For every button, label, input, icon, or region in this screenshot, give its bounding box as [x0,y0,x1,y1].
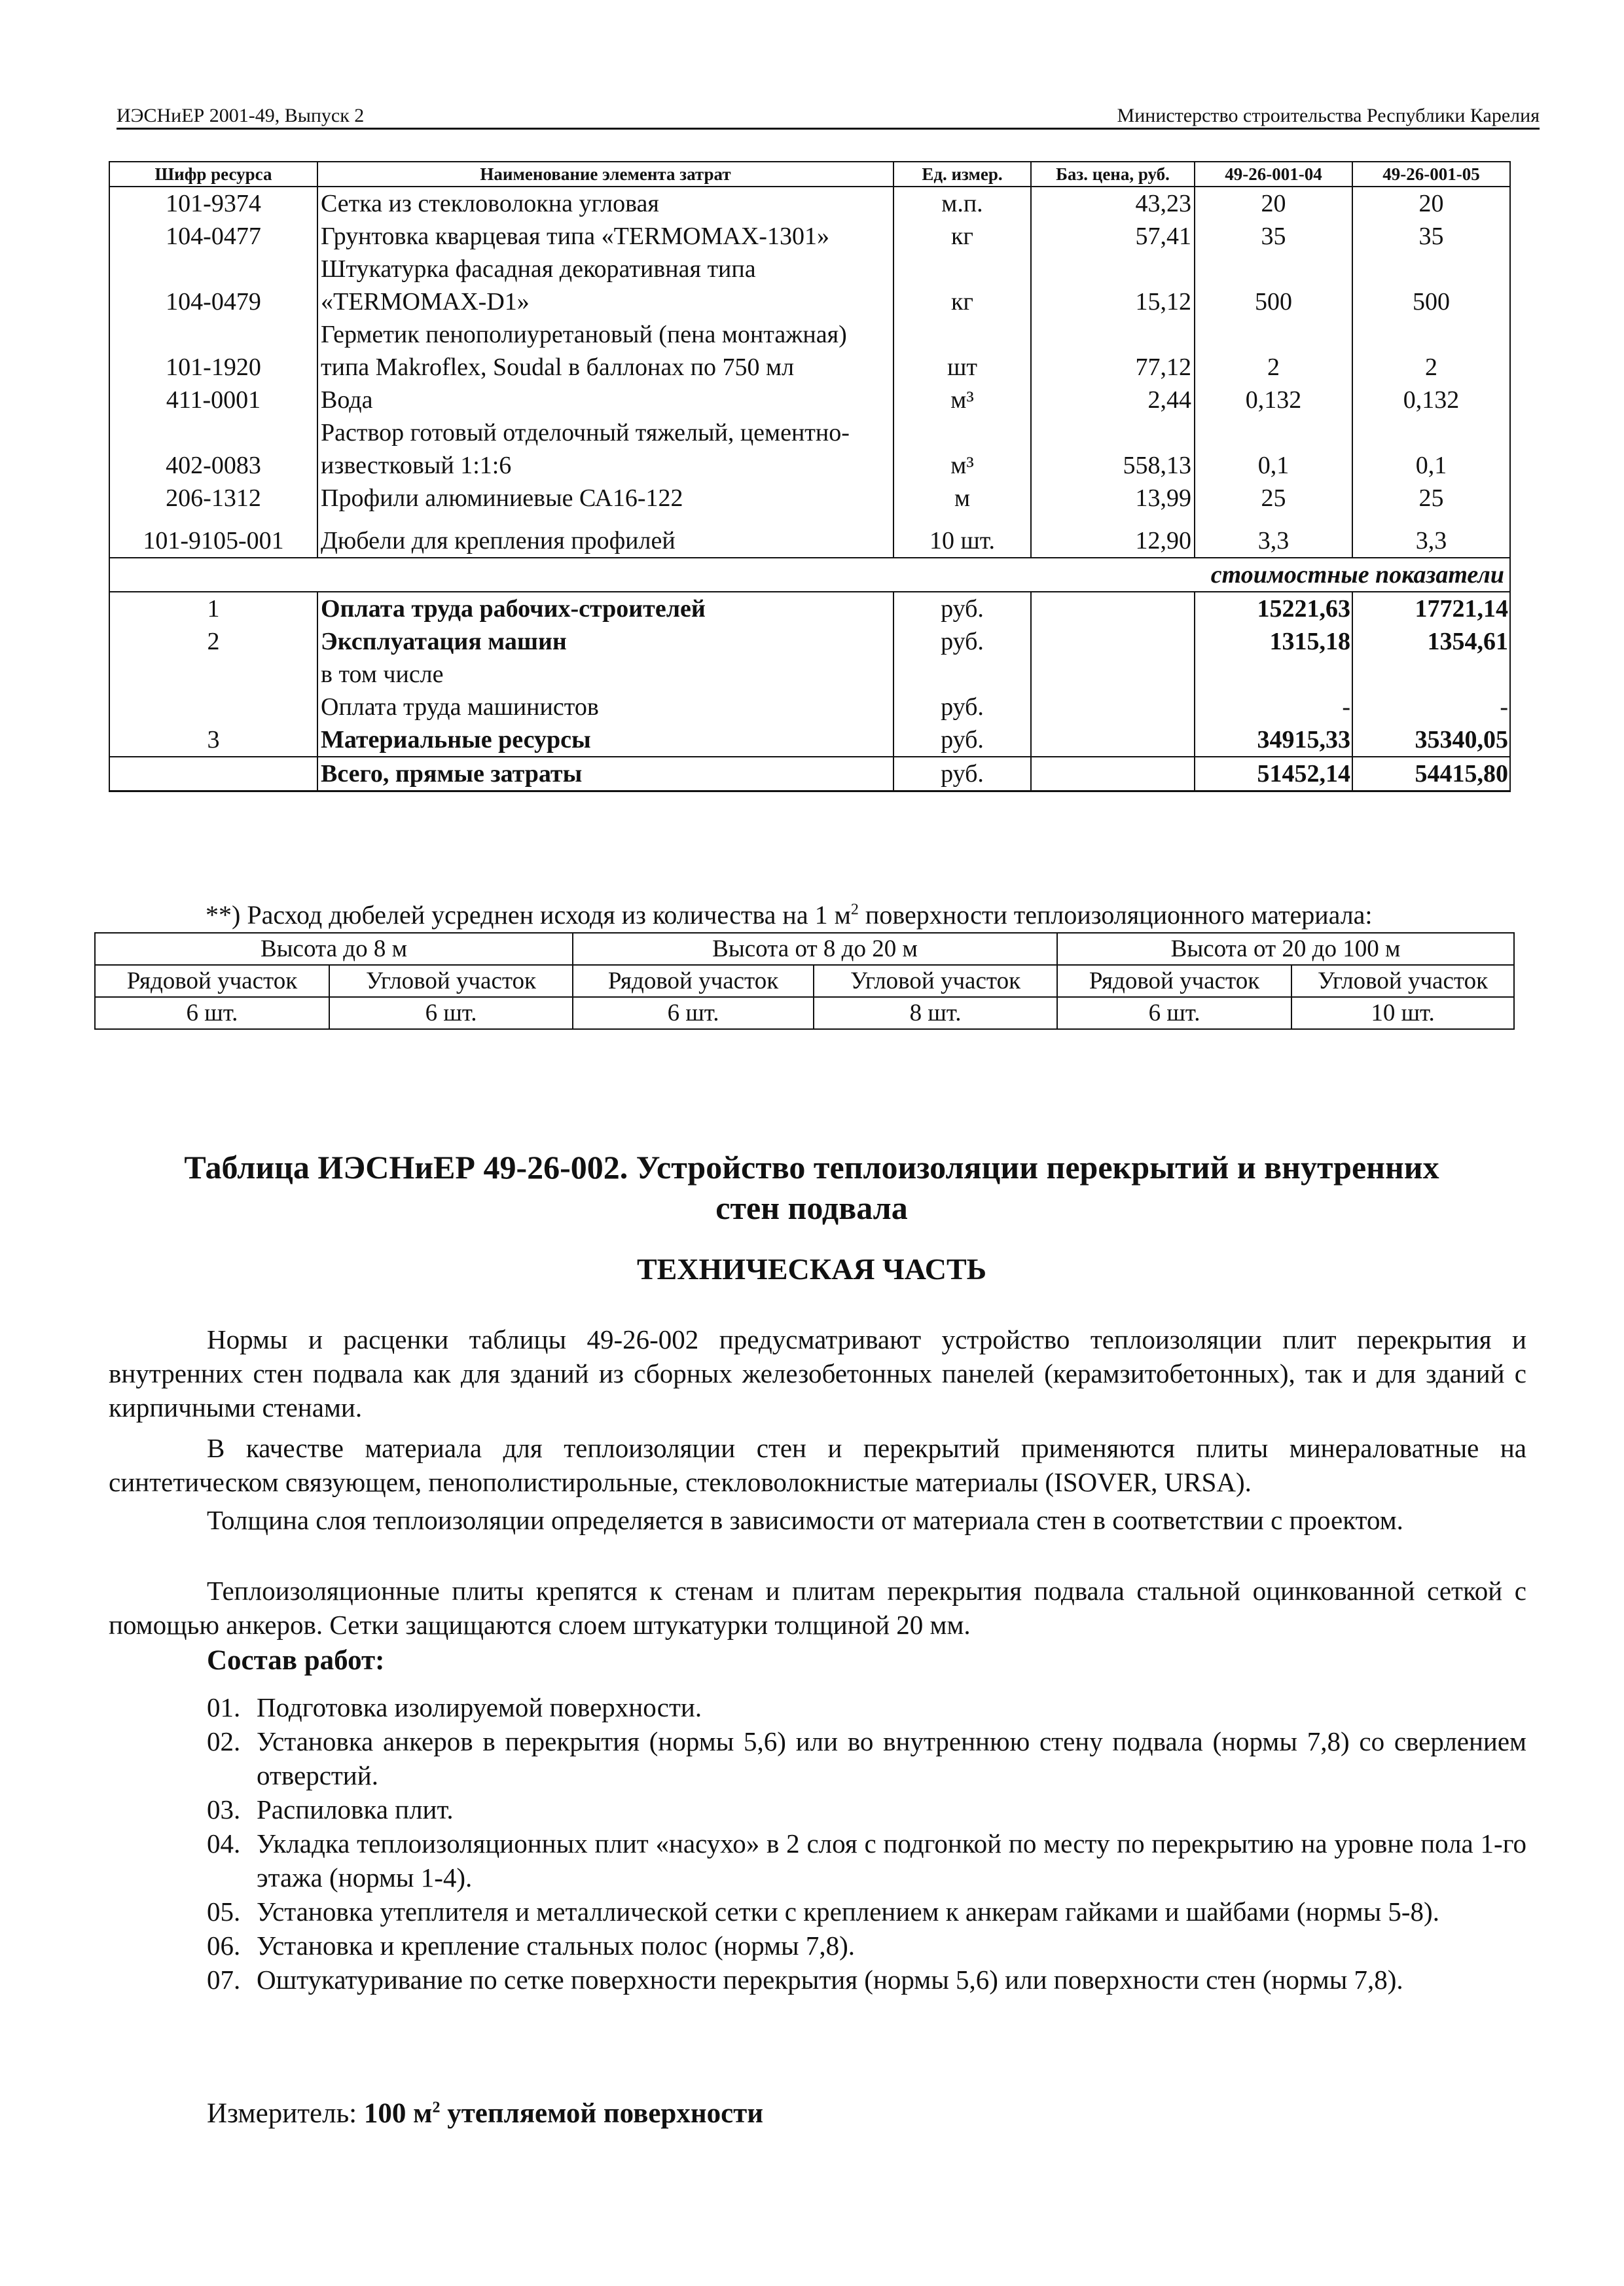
cost-num [109,691,317,723]
cost-unit: руб. [893,691,1031,723]
work-num: 07. [207,1965,241,1995]
cost-value-04: - [1195,691,1352,723]
work-num: 02. [207,1726,241,1756]
cost-price-empty [1031,625,1195,658]
measure-label: Измеритель: [207,2098,364,2129]
resource-unit: м³ [893,416,1031,482]
cost-unit: руб. [893,592,1031,625]
resource-name: Профили алюминиевые СА16-122 [317,482,893,515]
resource-name: Раствор готовый отделочный тяжелый, цементно-известковый 1:1:6 [317,416,893,482]
measure-line [207,2097,763,2130]
dowel-count: 6 шт. [95,997,329,1029]
paragraph: Нормы и расценки таблицы 49-26-002 предусматривают устройство теплоизоляции плит перекрытия и внутренних стен подвала как для зданий из сборных железобетонных панелей (керамзитобетонных), так и для зданий с кирпичными стенами. [109,1324,1526,1423]
resource-qty-04: 0,132 [1195,384,1352,416]
cost-num [109,757,317,791]
resource-name: Герметик пенополиуретановый (пена монтажная) типа Makroflex, Soudal в баллонах по 750 мл [317,318,893,384]
resource-name: Дюбели для крепления профилей [317,515,893,558]
section-title-line-1: Таблица ИЭСНиЕР 49-26-002. Устройство теплоизоляции перекрытий и внутренних [184,1149,1439,1186]
resource-price: 15,12 [1031,253,1195,318]
dowel-count: 8 шт. [814,997,1057,1029]
resource-name: Вода [317,384,893,416]
cost-unit: руб. [893,757,1031,791]
indicators-label: стоимостные показатели [109,558,1510,592]
work-text: Оштукатуривание по сетке поверхности перекрытия (нормы 5,6) или поверхности стен (нормы 7,8). [257,1965,1403,1995]
section-type: Угловой участок [329,965,573,997]
section-type: Рядовой участок [95,965,329,997]
cost-name: Материальные ресурсы [317,723,893,757]
resources-header-row [109,162,1510,187]
cost-num: 3 [109,723,317,757]
cost-price-empty [1031,658,1195,691]
table-row [109,220,1510,253]
resource-qty-05: 35 [1352,220,1510,253]
paragraph: В качестве материала для теплоизоляции стен и перекрытий применяются плиты минераловатные на синтетическом связующем, пенополистирольные, стекловолокнистые материалы (ISOVER, URSA). [109,1433,1526,1497]
cost-value-05 [1352,658,1510,691]
resource-qty-05: 2 [1352,318,1510,384]
col-header-price: Баз. цена, руб. [1031,162,1195,187]
resource-code: 101-9105-001 [109,515,317,558]
resource-price: 43,23 [1031,187,1195,220]
height-band: Высота до 8 м [95,933,573,965]
header-right: Министерство строительства Республики Карелия [1117,105,1540,126]
resource-name: Сетка из стекловолокна угловая [317,187,893,220]
cost-unit: руб. [893,723,1031,757]
resource-code: 101-1920 [109,318,317,384]
dowel-count: 10 шт. [1291,997,1514,1029]
resource-code: 411-0001 [109,384,317,416]
footnote-text: **) Расход дюбелей усреднен исходя из количества на 1 м [206,900,851,930]
resource-qty-05: 25 [1352,482,1510,515]
footnote-sup: 2 [850,901,859,918]
col-header-unit: Ед. измер. [893,162,1031,187]
resource-unit: м [893,482,1031,515]
work-text: Укладка теплоизоляционных плит «насухо» в 2 слоя с подгонкой по месту по перекрытию на уровне пола 1-го этажа (нормы 1-4). [257,1828,1526,1893]
cost-unit [893,658,1031,691]
resource-qty-05: 0,132 [1352,384,1510,416]
list-item [207,1826,1526,1895]
work-text: Установка и крепление стальных полос (нормы 7,8). [257,1931,855,1961]
section-type: Угловой участок [1291,965,1514,997]
section-type: Угловой участок [814,965,1057,997]
dowel-sections-row [95,965,1514,997]
work-num: 06. [207,1931,241,1961]
resource-qty-05: 0,1 [1352,416,1510,482]
work-text: Подготовка изолируемой поверхности. [257,1692,702,1722]
cost-row [109,691,1510,723]
table-row [109,253,1510,318]
list-item [207,1963,1526,1997]
cost-value-05: 35340,05 [1352,723,1510,757]
cost-value-04: 34915,33 [1195,723,1352,757]
resources-table [109,161,1511,792]
cost-price-empty [1031,723,1195,757]
table-row [109,384,1510,416]
work-text: Установка анкеров в перекрытия (нормы 5,6) или во внутреннюю стену подвала (нормы 7,8) со сверлением отверстий. [257,1726,1526,1790]
height-band: Высота от 20 до 100 м [1057,933,1514,965]
cost-num: 2 [109,625,317,658]
dowel-values-row [95,997,1514,1029]
work-text: Установка утеплителя и металлической сетки с креплением к анкерам гайками и шайбами (нормы 5-8). [257,1896,1439,1927]
work-num: 05. [207,1896,241,1927]
cost-value-05: 17721,14 [1352,592,1510,625]
works-title: Состав работ: [207,1645,385,1676]
height-band: Высота от 8 до 20 м [573,933,1057,965]
resource-price: 558,13 [1031,416,1195,482]
paragraph: Теплоизоляционные плиты крепятся к стенам и плитам перекрытия подвала стальной оцинкованной сеткой с помощью анкеров. Сетки защищаются слоем штукатурки толщиной 20 мм. [109,1576,1526,1640]
works-list [207,1690,1526,1997]
resource-unit: 10 шт. [893,515,1031,558]
cost-name: Оплата труда машинистов [317,691,893,723]
table-row [109,515,1510,558]
resource-qty-05: 20 [1352,187,1510,220]
section-subtitle: ТЕХНИЧЕСКАЯ ЧАСТЬ [636,1252,987,1286]
cost-row [109,723,1510,757]
resource-name: Грунтовка кварцевая типа «TERMOMAX-1301» [317,220,893,253]
cost-row-total [109,757,1510,791]
cost-row [109,625,1510,658]
paragraph: Толщина слоя теплоизоляции определяется в зависимости от материала стен в соответствии с проектом. [207,1505,1403,1535]
resource-qty-04: 25 [1195,482,1352,515]
header-left: ИЭСНиЕР 2001-49, Выпуск 2 [117,105,365,126]
footnote-text-end: поверхности теплоизоляционного материала: [858,900,1373,930]
resource-unit: кг [893,220,1031,253]
resource-unit: м.п. [893,187,1031,220]
resource-code: 104-0479 [109,253,317,318]
resource-code: 101-9374 [109,187,317,220]
section-title-line-2: стен подвала [715,1189,908,1226]
resource-code: 402-0083 [109,416,317,482]
resource-price: 2,44 [1031,384,1195,416]
cost-num: 1 [109,592,317,625]
resource-qty-04: 35 [1195,220,1352,253]
cost-value-04: 1315,18 [1195,625,1352,658]
cost-row [109,592,1510,625]
col-header-norm-04: 49-26-001-04 [1195,162,1352,187]
cost-name: Всего, прямые затраты [317,757,893,791]
dowel-count: 6 шт. [573,997,814,1029]
section-type: Рядовой участок [573,965,814,997]
resource-qty-04: 3,3 [1195,515,1352,558]
dowel-count: 6 шт. [329,997,573,1029]
cost-name: Оплата труда рабочих-строителей [317,592,893,625]
table-row [109,187,1510,220]
cost-name: Эксплуатация машин [317,625,893,658]
work-text: Распиловка плит. [257,1794,454,1824]
resource-qty-04: 0,1 [1195,416,1352,482]
cost-value-05: - [1352,691,1510,723]
cost-value-04 [1195,658,1352,691]
cost-value-05: 1354,61 [1352,625,1510,658]
table-row [109,416,1510,482]
section-type: Рядовой участок [1057,965,1291,997]
measure-value-end: утепляемой поверхности [440,2098,764,2129]
resource-price: 12,90 [1031,515,1195,558]
dowel-table [94,932,1515,1030]
col-header-name: Наименование элемента затрат [317,162,893,187]
cost-value-05: 54415,80 [1352,757,1510,791]
cost-price-empty [1031,757,1195,791]
resource-qty-04: 500 [1195,253,1352,318]
cost-price-empty [1031,592,1195,625]
cost-unit: руб. [893,625,1031,658]
page-header [117,100,1540,130]
measure-sup: 2 [432,2099,441,2116]
indicators-row [109,558,1510,592]
table-row [109,318,1510,384]
cost-price-empty [1031,691,1195,723]
list-item [207,1724,1526,1792]
col-header-code: Шифр ресурса [109,162,317,187]
resource-name: Штукатурка фасадная декоративная типа «TERMOMAX-D1» [317,253,893,318]
resource-price: 57,41 [1031,220,1195,253]
col-header-norm-05: 49-26-001-05 [1352,162,1510,187]
resource-code: 206-1312 [109,482,317,515]
section-title [98,1147,1525,1228]
dowel-count: 6 шт. [1057,997,1291,1029]
work-num: 01. [207,1692,241,1722]
work-num: 04. [207,1828,241,1859]
resource-unit: кг [893,253,1031,318]
resource-qty-05: 3,3 [1352,515,1510,558]
resource-qty-04: 2 [1195,318,1352,384]
resource-price: 13,99 [1031,482,1195,515]
cost-num [109,658,317,691]
resource-code: 104-0477 [109,220,317,253]
cost-value-04: 51452,14 [1195,757,1352,791]
cost-row [109,658,1510,691]
resource-unit: м³ [893,384,1031,416]
measure-value: 100 м [363,2098,433,2129]
dowel-heights-row [95,933,1514,965]
resource-price: 77,12 [1031,318,1195,384]
list-item [207,1895,1526,1929]
list-item [207,1690,1526,1724]
dowel-footnote [206,899,1373,930]
header-rule [117,128,1540,130]
resource-qty-04: 20 [1195,187,1352,220]
resource-qty-05: 500 [1352,253,1510,318]
list-item [207,1792,1526,1826]
cost-value-04: 15221,63 [1195,592,1352,625]
resource-unit: шт [893,318,1031,384]
cost-name: в том числе [317,658,893,691]
list-item [207,1929,1526,1963]
work-num: 03. [207,1794,241,1824]
table-row [109,482,1510,515]
